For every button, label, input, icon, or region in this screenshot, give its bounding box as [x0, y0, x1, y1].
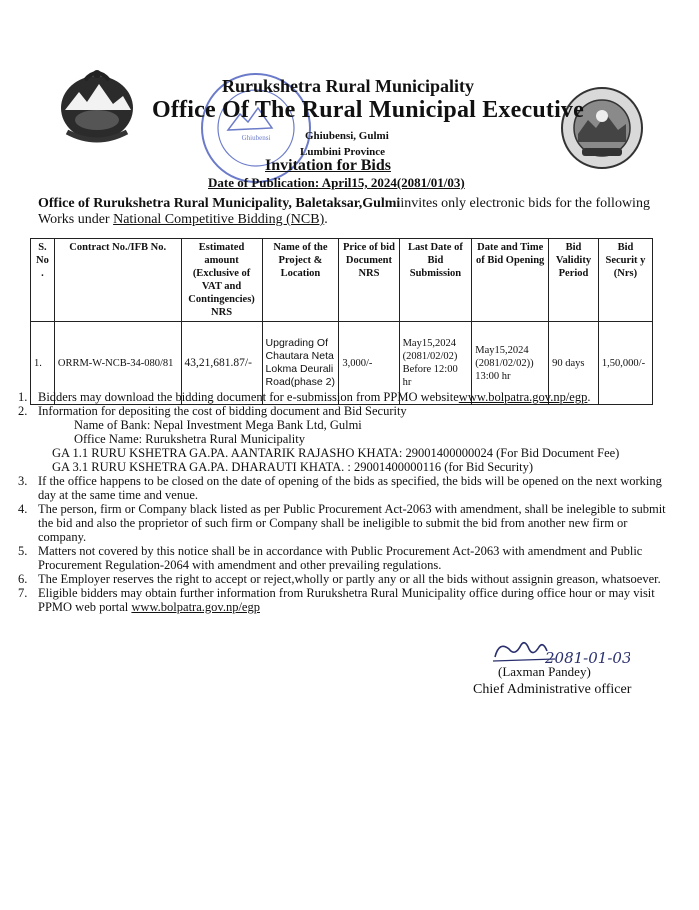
cell-security: 1,50,000/- [598, 322, 652, 405]
signatory-title: Chief Administrative officer [473, 682, 632, 697]
bank-account-security: GA 3.1 RURU KSHETRA GA.PA. DHARAUTI KHATA. : 29001400000116 (for Bid Security) [52, 460, 534, 474]
list-item [18, 502, 673, 544]
publication-date: Date of Publication: April15, 2024(2081/01/03) [208, 175, 465, 190]
cell-price: 3,000/- [339, 322, 399, 405]
intro-office: Office of Rurukshetra Rural Municipality, Baletaksar,Gulmi [38, 196, 401, 211]
note-text: Information for depositing the cost of bidding document and Bid Security [38, 404, 407, 418]
note-text: Matters not covered by this notice shall be in accordance with Public Procurement Act-2063 with amendment and Public Procurement Regulation-2064 with amendment and other prevailing regulations. [38, 544, 643, 572]
note-text: Eligible bidders may obtain further information from Rurukshetra Rural Municipality office during office hour or may visit PPMO web portal [38, 586, 655, 614]
note-text: The person, firm or Company black listed as per Public Procurement Act-2063 with amendment, shall be inelegible to submit the bid and also the proprietor of such firm or Company shall be ineligible to submit the bid from another new firm or company. [38, 502, 666, 544]
note-number: 6. [18, 572, 28, 586]
note-number: 5. [18, 544, 28, 558]
signatory-name: (Laxman Pandey) [498, 664, 591, 679]
table-header-row [31, 239, 653, 322]
list-item [18, 572, 673, 586]
note-number: 3. [18, 474, 28, 488]
header-security: Bid Securit y (Nrs) [598, 239, 652, 322]
list-item [18, 544, 673, 572]
nepal-emblem-logo [55, 62, 139, 146]
bank-name: Name of Bank: Nepal Investment Mega Bank Ltd, Gulmi [74, 418, 362, 432]
cell-last-date: May15,2024 (2081/02/02) Before 12:00 hr [399, 322, 472, 405]
header-last-date: Last Date of Bid Submission [399, 239, 472, 322]
header-opening: Date and Time of Bid Opening [472, 239, 549, 322]
cell-opening: May15,2024 (2081/02/02)) 13:00 hr [472, 322, 549, 405]
address-line2: Lumbini Province [300, 146, 386, 158]
address-line1: Ghiubensi, Gulmi [305, 130, 389, 142]
svg-text:Ghiubensi: Ghiubensi [241, 134, 271, 142]
svg-text:2081-01-03: 2081-01-03 [545, 649, 630, 667]
intro-ncb: National Competitive Bidding (NCB) [113, 212, 325, 227]
bank-office-name: Office Name: Rurukshetra Rural Municipality [74, 432, 305, 446]
header-amount: Estimated amount (Exclusive of VAT and Contingencies) NRS [181, 239, 262, 322]
list-item [18, 390, 673, 404]
list-item [18, 404, 673, 418]
intro-paragraph [38, 196, 650, 228]
header-validity: Bid Validity Period [549, 239, 599, 322]
list-item [18, 474, 673, 502]
intro-text: invites only electronic bids for the following Works under [38, 196, 650, 227]
bank-account-fee: GA 1.1 RURU KSHETRA GA.PA. AANTARIK RAJASHO KHATA: 29001400000024 (For Bid Document Fee) [52, 446, 620, 460]
header-project: Name of the Project & Location [262, 239, 339, 322]
note-end: . [587, 390, 591, 404]
header-sno: S. No . [31, 239, 55, 322]
note-number: 2. [18, 404, 28, 418]
note-text: The Employer reserves the right to accept or reject,wholly or partly any or all the bids without assignin greason, whatsoever. [38, 572, 661, 586]
cell-sno: 1. [31, 322, 55, 405]
cell-validity: 90 days [549, 322, 599, 405]
ppmo-portal-link[interactable]: www.bolpatra.gov.np/egp [131, 600, 260, 614]
bids-table [30, 238, 653, 405]
intro-end: . [324, 212, 328, 227]
page-title: Invitation for Bids [265, 157, 391, 174]
office-name: Office Of The Rural Municipal Executive [152, 97, 584, 123]
note-number: 7. [18, 586, 28, 600]
notes-list [18, 390, 673, 614]
header-contract: Contract No./IFB No. [54, 239, 181, 322]
note-number: 4. [18, 502, 28, 516]
cell-project: Upgrading Of Chautara Neta Lokma Deurali Road(phase 2) [262, 322, 339, 405]
cell-amount: 43,21,681.87/- [181, 322, 262, 405]
municipality-name: Rurukshetra Rural Municipality [222, 76, 475, 96]
list-item [18, 586, 673, 614]
note-text: Bidders may download the bidding document for e-submission from PPMO website [38, 390, 459, 404]
note-number: 1. [18, 390, 28, 404]
ppmo-link[interactable]: www.bolpatra.gov.np/egp [458, 390, 588, 404]
note-text: If the office happens to be closed on the date of opening of the bids as specified, the bids will be opened on the next working day at the same time and venue. [38, 474, 662, 502]
cell-contract: ORRM-W-NCB-34-080/81 [54, 322, 181, 405]
header-price: Price of bid Document NRS [339, 239, 399, 322]
